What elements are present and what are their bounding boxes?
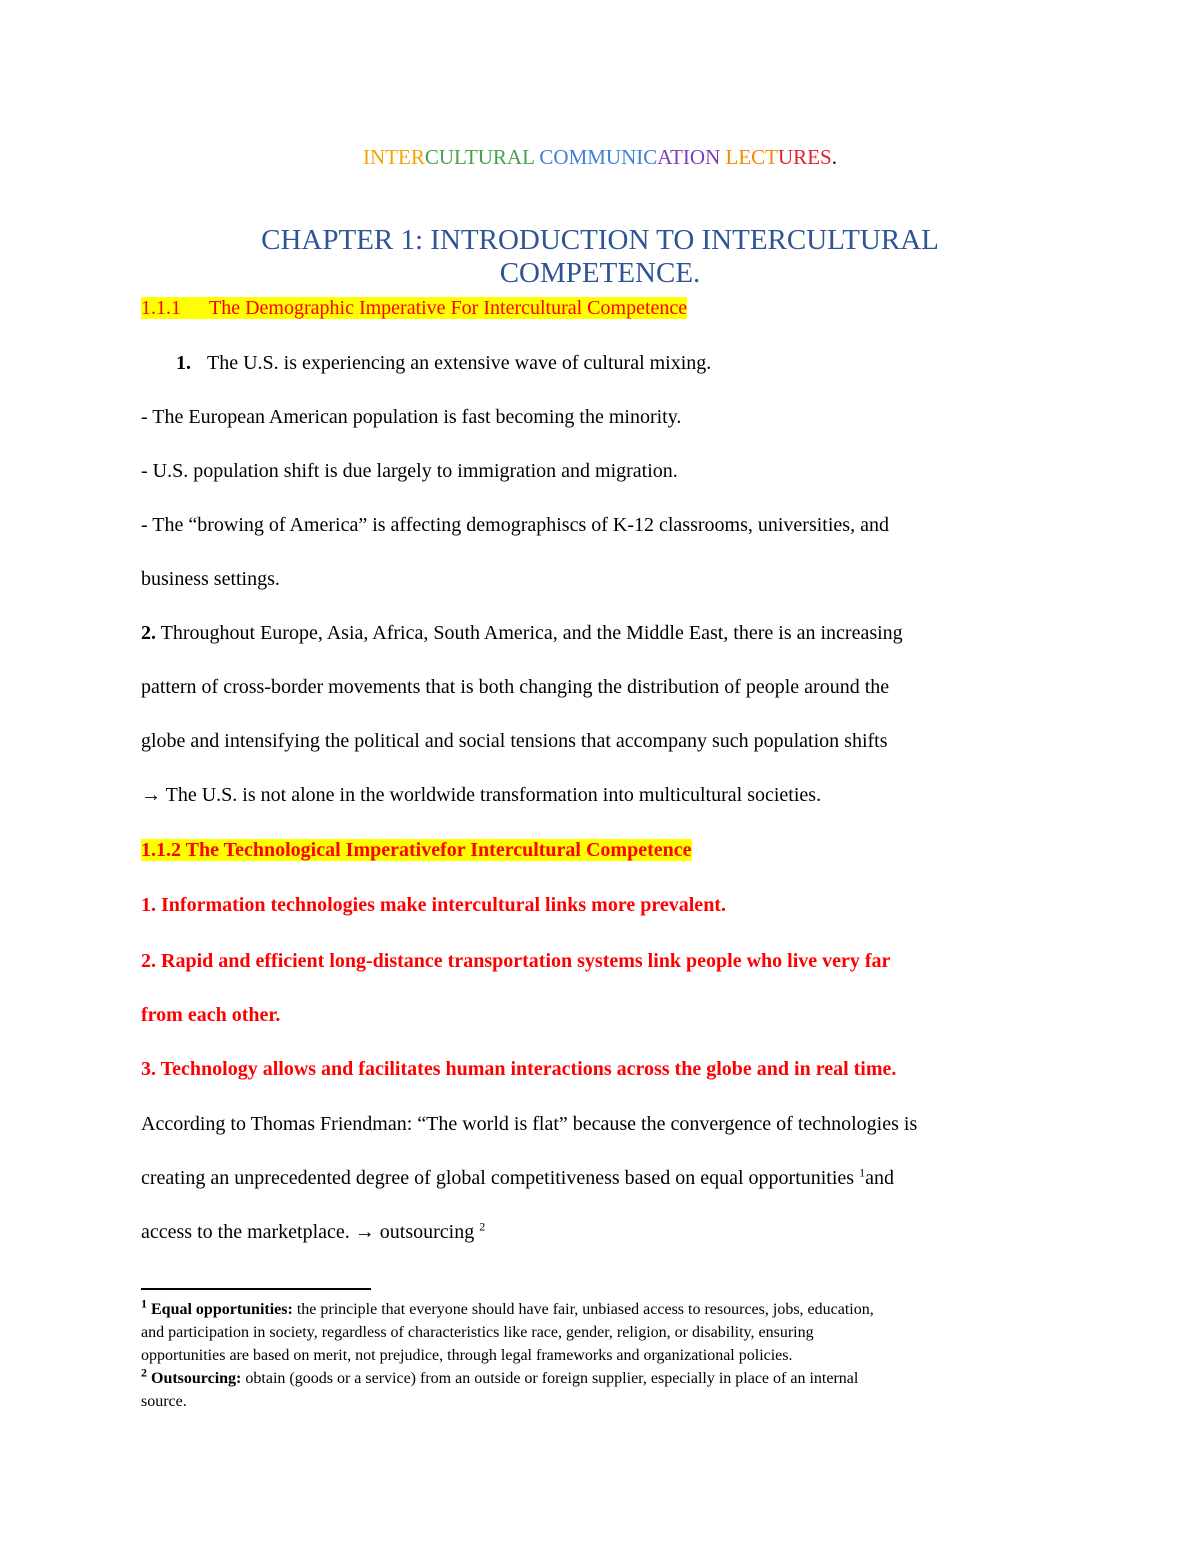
title-segment: ATION	[657, 145, 721, 169]
list-number: 1.	[176, 352, 191, 374]
title-segment: COMMUNIC	[539, 145, 658, 169]
title-segment: INTER	[363, 145, 425, 169]
section-heading-demographic	[141, 296, 687, 320]
paragraph-line: globe and intensifying the political and social tensions that accompany such population shifts	[141, 730, 888, 752]
chapter-heading	[0, 224, 1200, 290]
point-line: 2. Rapid and efficient long-distance transportation systems link people who live very far	[141, 950, 891, 972]
footnote-line: opportunities are based on merit, not prejudice, through legal frameworks and organizational policies.	[141, 1347, 793, 1364]
paragraph-line: pattern of cross-border movements that is both changing the distribution of people around the	[141, 676, 890, 698]
point-line: 1. Information technologies make intercultural links more prevalent.	[141, 894, 726, 916]
point-line: 3. Technology allows and facilitates human interactions across the globe and in real time.	[141, 1058, 897, 1080]
footnote-mark: 1	[141, 1296, 147, 1311]
paragraph-line	[141, 1166, 894, 1190]
chapter-heading-line1: CHAPTER 1: INTRODUCTION TO INTERCULTURAL	[261, 224, 939, 256]
bullet-line: - The European American population is fast becoming the minority.	[141, 406, 682, 428]
list-item	[176, 351, 711, 375]
paragraph-line	[141, 783, 821, 807]
section-number: 1.1.1	[141, 297, 181, 319]
paragraph-text: creating an unprecedented degree of global competitiveness based on equal opportunities	[141, 1167, 860, 1189]
footnote-separator	[141, 1288, 371, 1290]
section-heading-technological	[141, 838, 692, 862]
footnote-mark: 2	[141, 1365, 147, 1380]
paragraph-line	[141, 621, 903, 645]
title-segment: LECT	[725, 145, 779, 169]
lecture-title	[0, 144, 1200, 170]
paragraph-text: Throughout Europe, Asia, Africa, South America, and the Middle East, there is an increasing	[156, 622, 903, 644]
section-heading-highlight	[141, 297, 687, 319]
footnote-term: Equal opportunities:	[151, 1301, 293, 1318]
title-segment: URES	[778, 145, 832, 169]
paragraph-text: The U.S. is not alone in the worldwide transformation into multicultural societies.	[161, 784, 822, 806]
footnote-2	[141, 1367, 1061, 1413]
footnote-line: and participation in society, regardless of characteristics like race, gender, religion, or disability, ensuring	[141, 1324, 814, 1341]
footnote-line	[141, 1367, 1061, 1390]
footnote-text: obtain (goods or a service) from an outside or foreign supplier, especially in place of an internal	[241, 1370, 859, 1387]
footnote-text: the principle that everyone should have fair, unbiased access to resources, jobs, education,	[292, 1301, 874, 1318]
title-segment: CULTURAL	[424, 145, 535, 169]
bullet-line: - The “browing of America” is affecting demographiscs of K-12 classrooms, universities, and	[141, 514, 889, 536]
paragraph-line	[141, 1220, 485, 1244]
paragraph-line: According to Thomas Friendman: “The world is flat” because the convergence of technologies is	[141, 1113, 918, 1135]
point-line: from each other.	[141, 1004, 281, 1026]
paragraph-text: access to the marketplace.	[141, 1221, 355, 1243]
section-title: 1.1.2 The Technological Imperativefor Intercultural Competence	[141, 839, 692, 861]
footnote-1	[141, 1298, 1061, 1367]
bullet-line: - U.S. population shift is due largely to immigration and migration.	[141, 460, 678, 482]
footnote-ref[interactable]: 2	[479, 1219, 486, 1234]
title-segment: .	[831, 145, 837, 169]
arrow-icon: →	[141, 784, 161, 806]
section-title: The Demographic Imperative For Intercultural Competence	[209, 297, 688, 319]
arrow-icon: →	[354, 1221, 375, 1243]
paragraph-text: and	[865, 1167, 894, 1189]
list-number: 2.	[141, 622, 156, 644]
footnote-ref[interactable]: 1	[859, 1165, 866, 1180]
footnote-line: source.	[141, 1393, 187, 1410]
bullet-line: business settings.	[141, 568, 280, 590]
paragraph-text: outsourcing	[374, 1221, 480, 1243]
footnote-line	[141, 1298, 1061, 1321]
list-text: The U.S. is experiencing an extensive wave of cultural mixing.	[207, 352, 712, 374]
footnote-term: Outsourcing:	[151, 1370, 242, 1387]
chapter-heading-line2: COMPETENCE.	[499, 257, 701, 289]
